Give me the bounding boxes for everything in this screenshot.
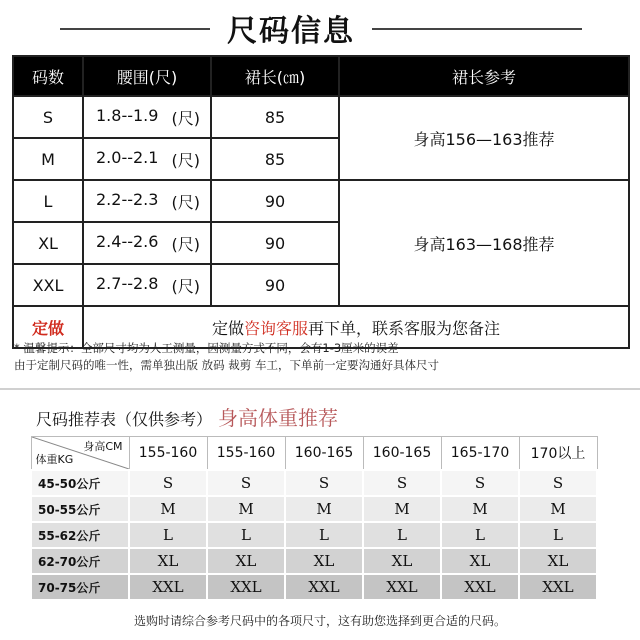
waist-unit: (尺): [171, 192, 200, 212]
waist-cell: [83, 222, 211, 264]
size-cell: XL: [207, 548, 285, 574]
size-cell: XL: [129, 548, 207, 574]
size-cell: L: [207, 522, 285, 548]
table-row: [13, 180, 629, 222]
size-cell: S: [441, 470, 519, 496]
size-cell: L: [13, 180, 83, 222]
custom-label: 定做: [13, 306, 83, 348]
weight-label: 62-70公斤: [31, 548, 129, 574]
size-cell: S: [363, 470, 441, 496]
waist-value: 2.2--2.3: [96, 189, 159, 209]
size-cell: M: [285, 496, 363, 522]
size-cell: L: [441, 522, 519, 548]
waist-cell: [83, 138, 211, 180]
recommend-header: [31, 437, 597, 471]
length-cell: 90: [211, 180, 339, 222]
height-column: 160-165: [363, 437, 441, 471]
waist-unit: (尺): [171, 276, 200, 296]
waist-unit: (尺): [171, 150, 200, 170]
waist-value: 2.0--2.1: [96, 147, 159, 167]
header-length-ref: 裙长参考: [339, 56, 629, 96]
table-row: [31, 574, 597, 600]
weight-label: 55-62公斤: [31, 522, 129, 548]
size-cell: S: [207, 470, 285, 496]
size-cell: S: [13, 96, 83, 138]
waist-unit: (尺): [171, 234, 200, 254]
size-cell: M: [13, 138, 83, 180]
corner-cell: [31, 437, 129, 471]
size-cell: L: [285, 522, 363, 548]
length-cell: 90: [211, 264, 339, 306]
size-cell: XL: [285, 548, 363, 574]
size-cell: S: [285, 470, 363, 496]
recommend-heading: [36, 402, 338, 431]
title-divider-left: [60, 28, 210, 30]
size-cell: XXL: [363, 574, 441, 600]
measurement-notes: [14, 340, 439, 374]
height-column: 155-160: [207, 437, 285, 471]
length-ref-cell: 身高163—168推荐: [339, 180, 629, 306]
title-divider-right: [372, 28, 582, 30]
waist-cell: [83, 180, 211, 222]
waist-unit: (尺): [171, 108, 200, 128]
custom-text-b: 再下单，联系客服为您备注: [308, 318, 501, 338]
recommend-heading-text: 尺码推荐表（仅供参考）: [36, 410, 213, 429]
custom-text-a: 定做: [211, 318, 244, 338]
recommend-heading-pink: 身高体重推荐: [218, 406, 339, 430]
size-table: [12, 55, 630, 349]
length-cell: 90: [211, 222, 339, 264]
size-cell: XXL: [129, 574, 207, 600]
custom-text-highlight: 咨询客服: [243, 318, 308, 338]
height-column: 160-165: [285, 437, 363, 471]
size-table-header: [13, 56, 629, 96]
note-line-1: * 温馨提示：全部尺寸均为人工测量，因测量方式不同，会有1-3厘米的误差: [14, 341, 399, 355]
height-column: 155-160: [129, 437, 207, 471]
size-cell: L: [363, 522, 441, 548]
header-waist: 腰围(尺): [83, 56, 211, 96]
page-title: 尺码信息: [227, 14, 355, 49]
size-cell: XXL: [285, 574, 363, 600]
size-cell: XL: [519, 548, 597, 574]
size-cell: XL: [13, 222, 83, 264]
recommend-table: [30, 436, 598, 601]
size-cell: M: [441, 496, 519, 522]
length-cell: 85: [211, 96, 339, 138]
size-cell: XXL: [441, 574, 519, 600]
corner-height-label: 身高CM: [83, 440, 123, 453]
header-length: 裙长(㎝): [211, 56, 339, 96]
length-ref-cell: 身高156—163推荐: [339, 96, 629, 180]
section-divider: [0, 388, 640, 390]
size-cell: M: [129, 496, 207, 522]
waist-value: 2.7--2.8: [96, 273, 159, 293]
size-cell: M: [363, 496, 441, 522]
table-row: [31, 522, 597, 548]
note-line-2: 由于定制尺码的唯一性，需单独出版 放码 裁剪 车工，下单前一定要沟通好具体尺寸: [14, 358, 439, 372]
corner-weight-label: 体重KG: [35, 453, 74, 466]
waist-value: 2.4--2.6: [96, 231, 159, 251]
weight-label: 70-75公斤: [31, 574, 129, 600]
weight-label: 50-55公斤: [31, 496, 129, 522]
size-cell: S: [129, 470, 207, 496]
size-cell: XXL: [13, 264, 83, 306]
size-cell: XXL: [519, 574, 597, 600]
height-column: 170以上: [519, 437, 597, 471]
size-cell: L: [519, 522, 597, 548]
weight-label: 45-50公斤: [31, 470, 129, 496]
table-row: [31, 470, 597, 496]
waist-value: 1.8--1.9: [96, 105, 159, 125]
size-cell: XL: [363, 548, 441, 574]
size-cell: S: [519, 470, 597, 496]
table-row: [31, 496, 597, 522]
length-cell: 85: [211, 138, 339, 180]
waist-cell: [83, 264, 211, 306]
footer-note: 选购时请综合参考尺码中的各项尺寸，这有助您选择到更合适的尺码。: [133, 614, 506, 628]
size-cell: L: [129, 522, 207, 548]
size-cell: XL: [441, 548, 519, 574]
size-cell: XXL: [207, 574, 285, 600]
size-cell: M: [207, 496, 285, 522]
size-cell: M: [519, 496, 597, 522]
header-size: 码数: [13, 56, 83, 96]
height-column: 165-170: [441, 437, 519, 471]
title-bar: [0, 0, 640, 52]
table-row: [31, 548, 597, 574]
table-row: [13, 96, 629, 138]
waist-cell: [83, 96, 211, 138]
